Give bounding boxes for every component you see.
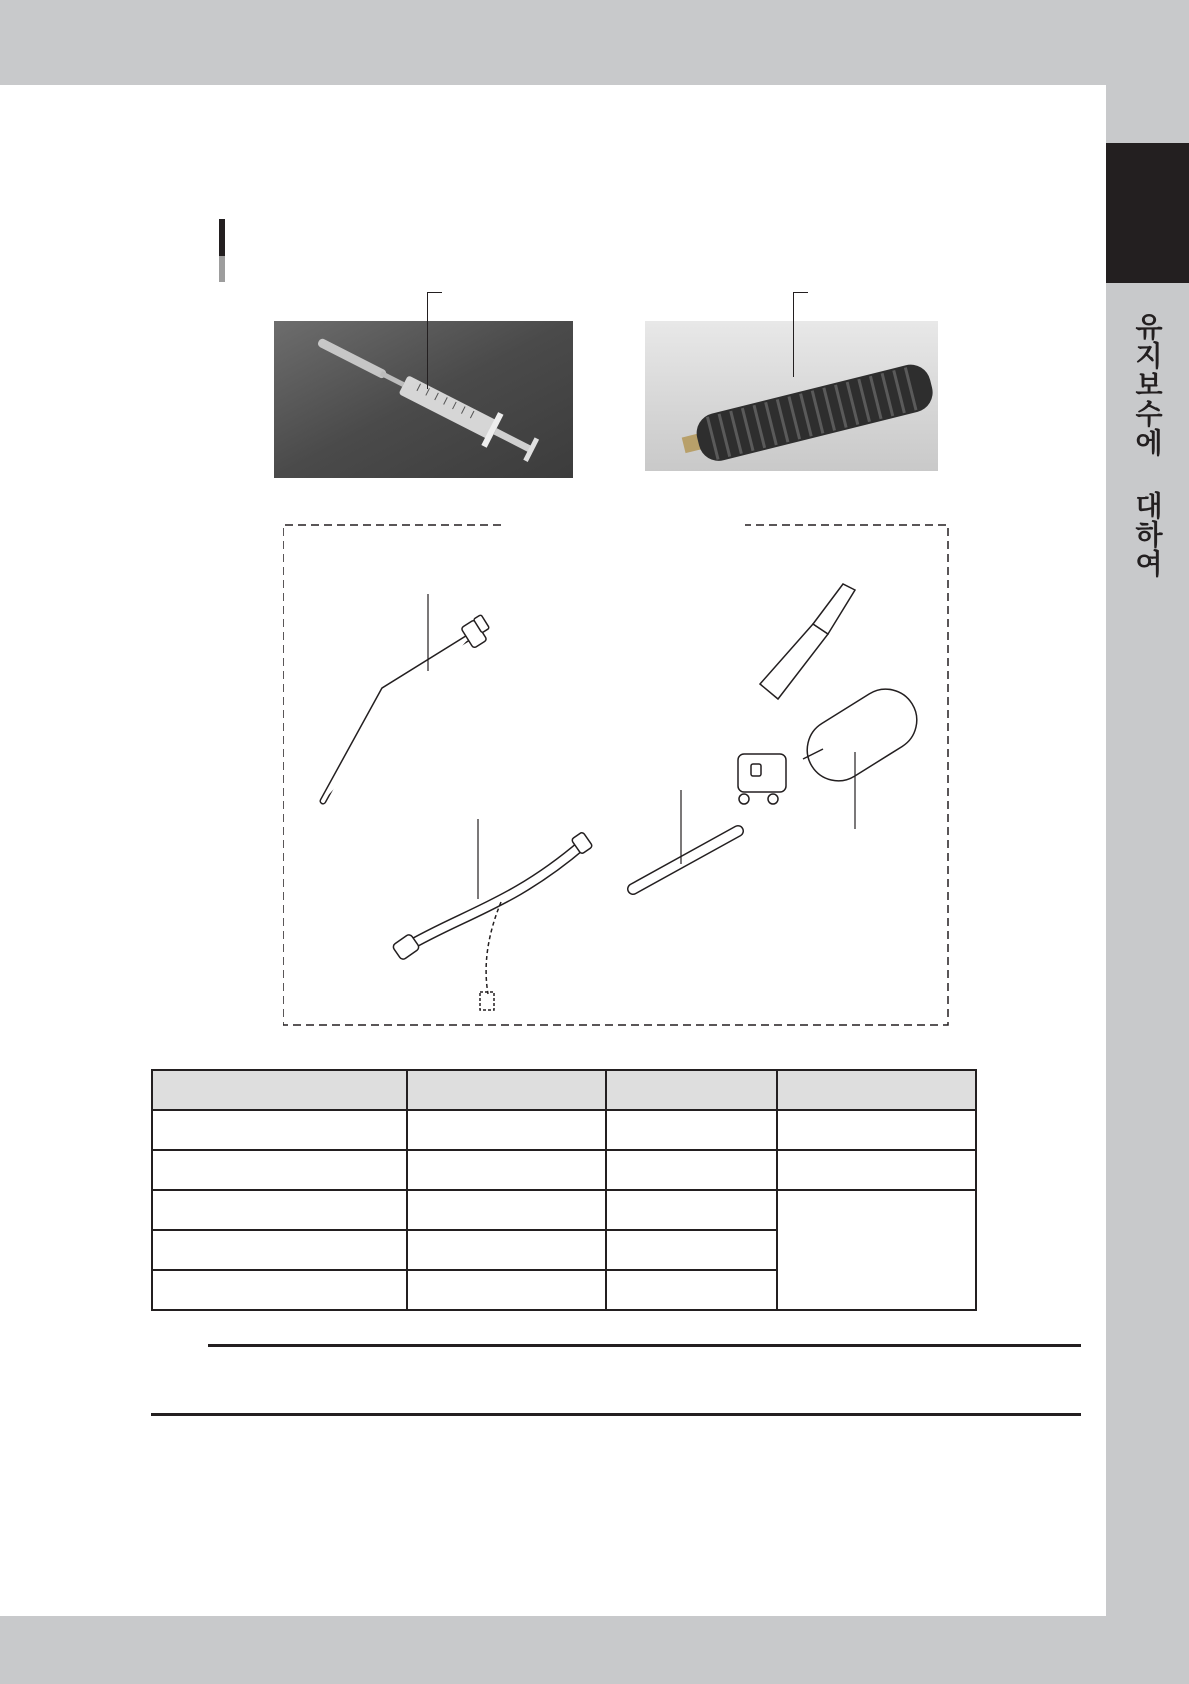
chapter-side-label: 유지보수에 대하여 — [1131, 312, 1164, 578]
rod-icon — [633, 831, 738, 889]
table-cell — [152, 1230, 407, 1270]
note-rule-top — [208, 1344, 1081, 1347]
heading-marker-dark — [219, 219, 225, 256]
syringe-callout-line — [427, 292, 442, 389]
heading-marker-gray — [219, 256, 225, 282]
table-header-row — [152, 1070, 976, 1110]
table-header-cell — [606, 1070, 777, 1110]
note-rule-bottom — [151, 1413, 1081, 1416]
table-cell — [777, 1150, 976, 1190]
table-cell — [152, 1150, 407, 1190]
chapter-tab-marker — [1106, 143, 1189, 283]
table-row — [152, 1190, 976, 1230]
grease-tube-photo — [645, 321, 938, 471]
syringe-photo — [274, 321, 573, 478]
table-cell — [152, 1270, 407, 1310]
grease-gun-icon — [738, 584, 928, 804]
table-cell — [606, 1270, 777, 1310]
table-cell — [152, 1110, 407, 1150]
table-row — [152, 1150, 976, 1190]
table-cell — [606, 1190, 777, 1230]
table-header-cell — [407, 1070, 606, 1110]
table-row — [152, 1110, 976, 1150]
table-cell — [777, 1110, 976, 1150]
table-cell — [152, 1190, 407, 1230]
table-cell — [407, 1230, 606, 1270]
table-merged-cell — [777, 1190, 976, 1310]
table-cell — [606, 1230, 777, 1270]
table-cell — [606, 1150, 777, 1190]
grease-tube-callout-line — [793, 292, 808, 377]
table-header-cell — [777, 1070, 976, 1110]
spec-table — [151, 1069, 977, 1311]
grease-gun-kit-diagram — [283, 524, 949, 1026]
table-cell — [407, 1190, 606, 1230]
table-cell — [606, 1110, 777, 1150]
table-header-cell — [152, 1070, 407, 1110]
bent-nozzle-pipe-icon — [323, 615, 489, 801]
table-cell — [407, 1270, 606, 1310]
table-cell — [407, 1150, 606, 1190]
table-cell — [407, 1110, 606, 1150]
flexible-hose-icon — [392, 832, 593, 1010]
